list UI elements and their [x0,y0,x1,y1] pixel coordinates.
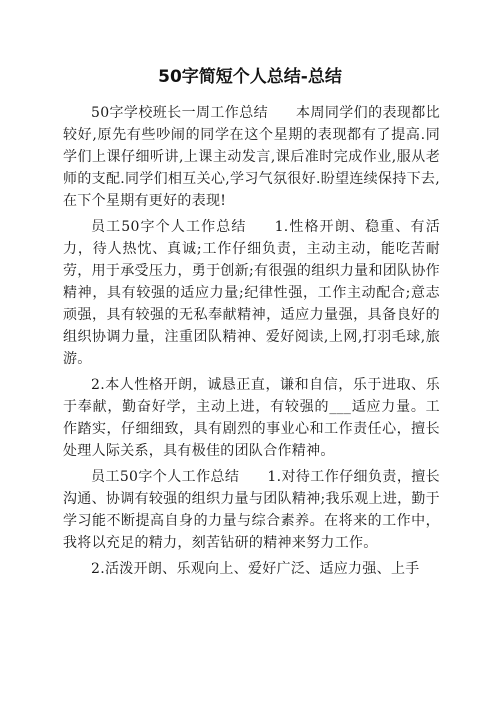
paragraph-heading: 员工50字个人工作总结 [91,219,247,235]
paragraph-text: 1.性格开朗、稳重、有活力，待人热忱、真诚;工作仔细负责，主动主动，能吃苦耐劳，用于承受压力，勇于创新;有很强的组织力量和团队协作精神，具有较强的适应力量;纪律性强，工作主动配合;意志顽强，具有较强的无私奉献精神，适应力量强，具备良好的组织协调力量，注重团队精神、爱好阅读,上网,打羽毛球,旅游。 [63,219,440,367]
paragraph-text: 1.对待工作仔细负责，擅长沟通、协调有较强的组织力量与团队精神;我乐观上进，勤于学习能不断提高自身的力量与综合素养。在将来的工作中，我将以充足的精力，刻苦钻研的精神来努力工作。 [63,469,440,551]
paragraph-5 [63,558,440,580]
paragraph-text: 2.活泼开朗、乐观向上、爱好广泛、适应力强、上手 [91,561,420,577]
paragraph-text: 2.本人性格开朗，诚恳正直，谦和自信，乐于进取、乐于奉献，勤奋好学，主动上进，有较强的 [63,377,440,415]
paragraph-heading: 员工50字个人工作总结 [91,469,240,485]
paragraph-1 [63,102,440,212]
fill-in-blank: ___ [329,399,352,415]
paragraph-2 [63,216,440,370]
paragraph-text: 本周同学们的表现都比较好,原先有些吵闹的同学在这个星期的表现都有了提高.同学们上课仔细听讲,上课主动发言,课后准时完成作业,服从老师的支配.同学们相互关心,学习气氛很好.盼望连续保持下去,在下个星期有更好的表现! [63,105,441,209]
document-body [63,102,440,584]
paragraph-heading: 50字学校班长一周工作总结 [91,105,269,121]
paragraph-text: 适应力量。工作踏实，仔细细致，具有剧烈的事业心和工作责任心，擅长处理人际关系，具有极佳的团队合作精神。 [63,399,440,459]
document-title: 50字简短个人总结-总结 [158,67,342,87]
paragraph-3 [63,374,440,462]
paragraph-4 [63,466,440,554]
